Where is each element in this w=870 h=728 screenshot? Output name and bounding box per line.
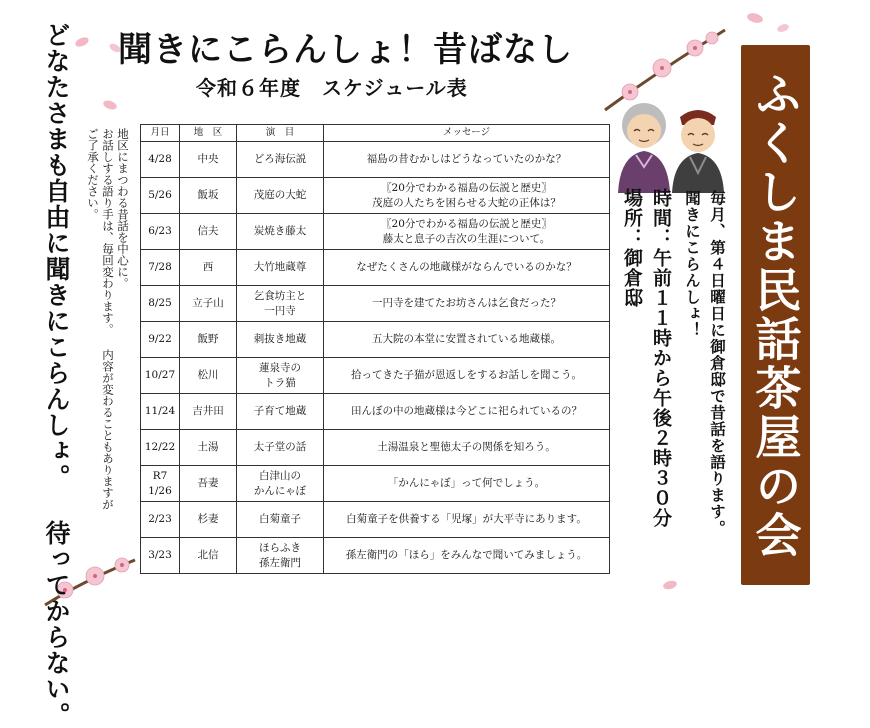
row-title: どろ海伝説 [237,142,324,178]
row-area: 信夫 [180,214,237,250]
table-row [141,538,610,574]
cherry-blossom-icon [735,6,795,36]
row-title: 白菊童子 [237,502,324,538]
table-row [141,322,610,358]
row-message: 一円寺を建てたお坊さんは乞食だった？ [324,286,610,322]
row-title: 大竹地蔵尊 [237,250,324,286]
header-title: 演 目 [237,125,324,142]
table-row [141,358,610,394]
table-row [141,142,610,178]
table-header-row [141,125,610,142]
info-invite: 聞きにこらんしょ！ [683,190,701,339]
row-area: 吾妻 [180,466,237,502]
row-date: 11/24 [141,394,180,430]
row-message: 〖20分でわかる福島の伝説と歴史〗 茂庭の人たちを困らせる大蛇の正体は？ [324,178,610,214]
table-row [141,394,610,430]
row-area: 飯野 [180,322,237,358]
row-area: 北信 [180,538,237,574]
row-area: 土湯 [180,430,237,466]
table-row [141,250,610,286]
row-title: 太子堂の話 [237,430,324,466]
row-date: 4/28 [141,142,180,178]
row-date: 12/22 [141,430,180,466]
row-message: 孫左衛門の「ほら」をみんなで聞いてみましょう。 [324,538,610,574]
table-row [141,214,610,250]
row-date: 5/26 [141,178,180,214]
table-row [141,466,610,502]
header-message: メッセージ [324,125,610,142]
note-line-1: 地区にまつわる昔話を中心に。 [116,128,130,289]
row-date: R7 1/26 [141,466,180,502]
row-date: 2/23 [141,502,180,538]
row-message: 「かんにゃぼ」って何でしょう。 [324,466,610,502]
cherry-blossom-icon [650,570,710,600]
row-message: 土湯温泉と聖徳太子の関係を知ろう。 [324,430,610,466]
row-title: 刺抜き地蔵 [237,322,324,358]
banner-title: ふくしま民話茶屋の会 [748,70,803,560]
row-title: 子育て地蔵 [237,394,324,430]
row-date: 6/23 [141,214,180,250]
row-area: 西 [180,250,237,286]
table-row [141,502,610,538]
row-title: 茂庭の大蛇 [237,178,324,214]
row-date: 3/23 [141,538,180,574]
row-message: 福島の昔むかしはどうなっていたのかな？ [324,142,610,178]
info-place: 場所：御倉邸 [621,188,643,308]
schedule-table [140,124,610,574]
table-row [141,286,610,322]
cherry-blossom-icon [90,90,130,120]
row-title: ほらふき 孫左衛門 [237,538,324,574]
row-title: 白津山の かんにゃぼ [237,466,324,502]
note-line-2: お話しする語り手は、毎回変わります。 内容が変わることもありますが [101,128,115,510]
schedule-body [141,142,610,574]
row-date: 10/27 [141,358,180,394]
row-area: 立子山 [180,286,237,322]
row-date: 7/28 [141,250,180,286]
row-area: 中央 [180,142,237,178]
page-subtitle: 令和６年度 スケジュール表 [196,76,468,100]
row-area: 杉妻 [180,502,237,538]
row-message: 白菊童子を供養する「児塚」が大平寺にあります。 [324,502,610,538]
row-title: 炭焼き藤太 [237,214,324,250]
row-area: 吉井田 [180,394,237,430]
info-monthly: 毎月、第４日曜日に御倉邸で昔話を語ります。 [708,190,726,537]
header-date: 月日 [141,125,180,142]
row-message: 〖20分でわかる福島の伝説と歴史〗 藤太と息子の吉次の生涯について。 [324,214,610,250]
note-line-3: ご了承ください。 [86,128,100,220]
elderly-couple-illustration [606,95,734,195]
row-date: 8/25 [141,286,180,322]
row-area: 飯坂 [180,178,237,214]
row-title: 蓮泉寺の トラ猫 [237,358,324,394]
info-time: 時間：午前１１時から午後２時３０分 [650,188,672,528]
page-title: 聞きにこらんしょ！昔ばなし [118,30,573,70]
table-row [141,430,610,466]
row-message: 拾ってきた子猫が恩返しをするお話しを聞こう。 [324,358,610,394]
table-row [141,178,610,214]
header-area: 地 区 [180,125,237,142]
invitation-message: どなたさまも自由に聞きにこらんしょ。 待ってからない。 [42,22,71,728]
row-message: 五大院の本堂に安置されている地蔵様。 [324,322,610,358]
row-area: 松川 [180,358,237,394]
row-message: 田んぼの中の地蔵様は今どこに祀られているの？ [324,394,610,430]
row-title: 乞食坊主と 一円寺 [237,286,324,322]
row-message: なぜたくさんの地蔵様がならんでいるのかな？ [324,250,610,286]
row-date: 9/22 [141,322,180,358]
